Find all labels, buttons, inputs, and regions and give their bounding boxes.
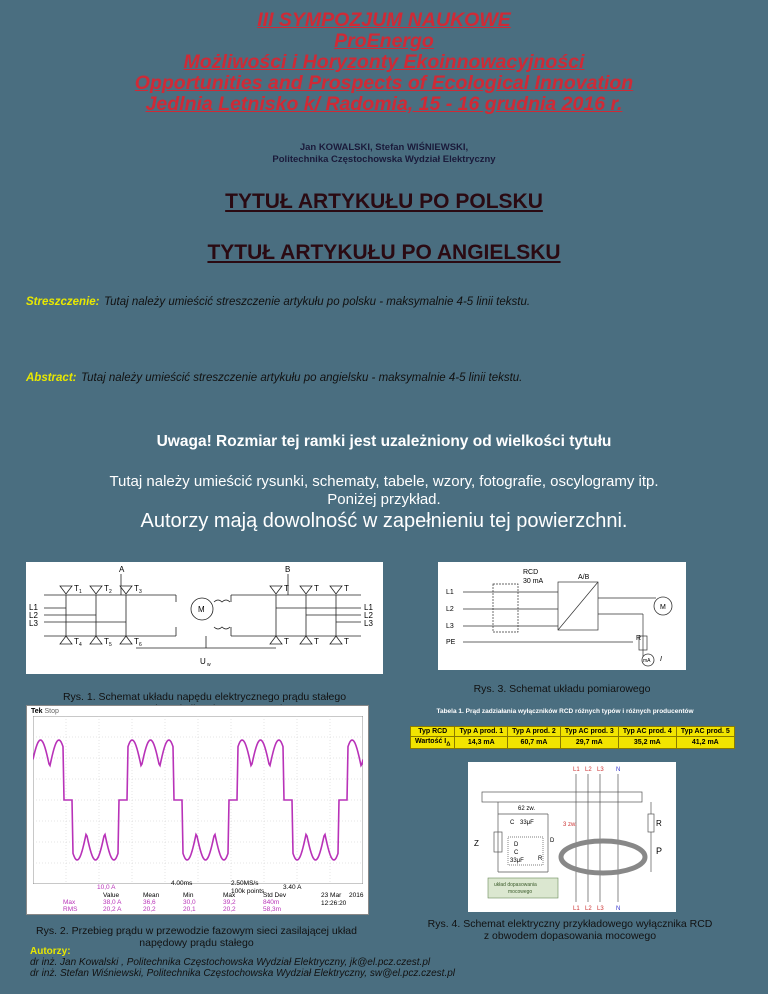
fig4-caption-line-1: Rys. 4. Schemat elektryczny przykładowego wyłącznika RCD (427, 918, 713, 930)
d-label: D (550, 838, 555, 844)
matching-circuit-box (488, 878, 558, 898)
figure-4-rcd-schematic (468, 762, 676, 912)
rcd-rating-label: 30 mA (523, 578, 544, 585)
sample-rate: 2.50MS/s (231, 880, 259, 887)
ab-label: A/B (578, 574, 590, 581)
author-affiliation: Politechnika Częstochowska Wydział Elektryczny (272, 154, 496, 165)
abstract-en-text: Tutaj należy umieścić streszczenie artykułu po angielsku - maksymalnie 4-5 linii tekstu. (80, 372, 523, 384)
footer-author-1: dr inż. Jan Kowalski , Politechnika Częstochowska Wydział Elektryczny, jk@el.pcz.czest.pl (30, 957, 431, 968)
sub-3: 3 (139, 589, 142, 595)
size-warning: Uwaga! Rozmiar tej ramki jest uzależniony od wielkości tytułu (156, 433, 612, 450)
abstract-english (26, 368, 522, 386)
rcd-label: RCD (523, 569, 539, 576)
scope-time: 12:26:20 (321, 900, 347, 907)
abstract-polish (26, 292, 530, 310)
sub-2: 2 (109, 589, 112, 595)
phase-l2-bottom: L2 (585, 906, 592, 912)
fig4-caption-line-2: z obwodem dopasowania mocowego (483, 930, 657, 942)
figure-4-caption (400, 918, 740, 942)
meas-row-rms: RMS 20,2 A 20,2 20,1 20,2 58,3m (63, 906, 282, 913)
record-points: 100k points (231, 888, 265, 895)
zw-label: Z (474, 839, 479, 848)
footer-author-2: dr inż. Stefan Wiśniewski, Politechnika Częstochowska Wydział Elektryczny, sw@el.pcz.czest.pl (30, 968, 456, 979)
instruction-block (0, 473, 768, 509)
scope-mode: Stop (44, 708, 59, 715)
fig2-caption-line-1: Rys. 2. Przebieg prądu w przewodzie fazowym sieci zasilającej układ (36, 925, 357, 937)
timebase: 4.00ms (171, 880, 193, 887)
l1-label: L1 (446, 589, 454, 596)
l3-label: L3 (446, 623, 454, 630)
thyristor-t5-label: T (104, 637, 109, 646)
fig2-caption-line-2: napędowy prądu stałego (139, 937, 254, 949)
c2-label: C (514, 850, 519, 856)
if-label: I (660, 656, 662, 663)
header-line-4: Opportunities and Prospects of Ecological Innovation (134, 72, 634, 94)
sub-w: w (207, 662, 211, 668)
phase-l2-top: L2 (585, 767, 592, 773)
scope-year: 2016 (349, 892, 364, 899)
figure-3-measurement-setup (438, 562, 686, 670)
thyristor-t3-label: T (134, 584, 139, 593)
rcd-current-table (410, 726, 735, 749)
thyristor-t4-label: T (74, 637, 79, 646)
c2-value: 33μF (510, 858, 524, 864)
thyristor-drive-diagram (26, 562, 383, 674)
fig1-caption-line-1: Rys. 1. Schemat układu napędu elektrycznego prądu stałego (62, 691, 347, 703)
c1-value: 33μF (520, 820, 534, 826)
left-l2-label: L2 (29, 611, 38, 620)
figure-2-oscilloscope (26, 705, 369, 915)
header-line-2: ProEnergo (334, 30, 434, 52)
author-names: Jan KOWALSKI, Stefan WIŚNIEWSKI, (299, 142, 469, 153)
abstract-pl-label: Streszczenie: (26, 296, 100, 308)
thyristor-t2-label: T (104, 584, 109, 593)
title-polish: TYTUŁ ARTYKUŁU PO POLSKU (225, 190, 543, 213)
motor-label: M (198, 605, 205, 614)
table-1 (410, 726, 735, 749)
instruction-line-1: Tutaj należy umieścić rysunki, schematy, tabele, wzory, fotografie, oscylogramy itp. (109, 473, 659, 490)
table-value-row: Wartość $I_\Delta$ 14,3 mA 60,7 mA 29,7 mA 35,2 mA 41,2 mA (411, 737, 735, 749)
node-a-label: A (119, 565, 125, 574)
instruction-line-2: Poniżej przykład. (327, 491, 441, 508)
scope-date: 23 Mar (321, 892, 342, 899)
pe-label: PE (446, 639, 456, 646)
thyristor-r-t5-label: T (314, 637, 319, 646)
toroidal-core (561, 841, 645, 873)
phase-l3-top: L3 (597, 767, 604, 773)
title-english: TYTUŁ ARTYKUŁU PO ANGIELSKU (207, 241, 561, 264)
meas-row-max: Max 38,0 A 36,6 30,0 39,2 840m (63, 899, 280, 906)
figure-3-caption: Rys. 3. Schemat układu pomiarowego (473, 683, 651, 695)
header-line-3: Możliwości i Horyzonty Ekoinnowacyjności (183, 51, 585, 73)
header-line-1: III SYMPOZJUM NAUKOWE (257, 9, 511, 31)
sub-4: 4 (79, 642, 82, 648)
l2-label: L2 (446, 606, 454, 613)
freedom-note: Autorzy mają dowolność w zapełnieniu tej powierzchni. (140, 510, 628, 532)
c1-label: C (510, 820, 515, 826)
right-l1-label: L1 (364, 603, 373, 612)
thyristor-t6-label: T (134, 637, 139, 646)
phase-n-top: N (616, 767, 621, 773)
rt-label: R (656, 819, 662, 828)
header-line-5: Jedlnia Letnisko k/ Radomia, 15 - 16 grudnia 2016 r. (145, 93, 623, 115)
sub-6: 6 (139, 642, 142, 648)
sub-1: 1 (79, 589, 82, 595)
resistor-r-label: R (538, 856, 543, 862)
phase-l1-top: L1 (573, 767, 580, 773)
node-b-label: B (285, 565, 291, 574)
phase-n-bottom: N (616, 906, 621, 912)
abstract-pl-text: Tutaj należy umieścić streszczenie artykułu po polsku - maksymalnie 4-5 linii tekstu. (103, 296, 531, 308)
box-label-2: mocowego (508, 889, 533, 895)
phase-l1-bottom: L1 (573, 906, 580, 912)
table-header-row: Typ RCD Typ A prod. 1 Typ A prod. 2 Typ AC prod. 3 Typ AC prod. 4 Typ AC prod. 5 (411, 727, 735, 737)
diode-label: D (514, 842, 519, 848)
winding-62-label: 62 zw. (518, 806, 536, 812)
p-label: P (656, 846, 663, 856)
measurement-table (63, 892, 303, 913)
right-l3-label: L3 (364, 619, 373, 628)
rcd-diagram (468, 762, 676, 912)
channel-scale: 10,0 A (97, 884, 116, 891)
symposium-header (0, 10, 768, 115)
meter-label: mA (643, 658, 651, 664)
box-label-1: układ dopasowania (494, 882, 537, 888)
table-1-title: Tabela 1. Prąd zadziałania wyłączników RCD różnych typów i różnych producentów (436, 708, 694, 715)
scope-screen (33, 716, 363, 884)
phase-l3-bottom: L3 (597, 906, 604, 912)
resistor-label: R (636, 635, 642, 642)
footer-authors (30, 946, 750, 979)
trigger-level: 3.40 A (283, 884, 302, 891)
meas-header-row: Value Mean Min Max Std Dev (103, 892, 287, 899)
sub-5: 5 (109, 642, 112, 648)
thyristor-t1-label: T (74, 584, 79, 593)
thyristor-r-t6-label: T (344, 637, 349, 646)
thyristor-r-t3-label: T (284, 584, 289, 593)
scope-brand: Tek Stop (31, 708, 59, 715)
voltage-uw-label: U (200, 657, 206, 666)
authors-block (0, 142, 768, 166)
figure-1-schematic (26, 562, 383, 674)
left-l1-label: L1 (29, 603, 38, 612)
measurement-diagram (438, 562, 686, 670)
footer-label: Autorzy: (30, 946, 71, 957)
fig3-motor-label: M (660, 604, 666, 611)
thyristor-r-t2-label: T (314, 584, 319, 593)
right-l2-label: L2 (364, 611, 373, 620)
winding-3-label: 3 zw. (563, 822, 577, 828)
abstract-en-label: Abstract: (26, 372, 77, 384)
left-l3-label: L3 (29, 619, 38, 628)
thyristor-r-t1-label: T (344, 584, 349, 593)
thyristor-r-t4-label: T (284, 637, 289, 646)
